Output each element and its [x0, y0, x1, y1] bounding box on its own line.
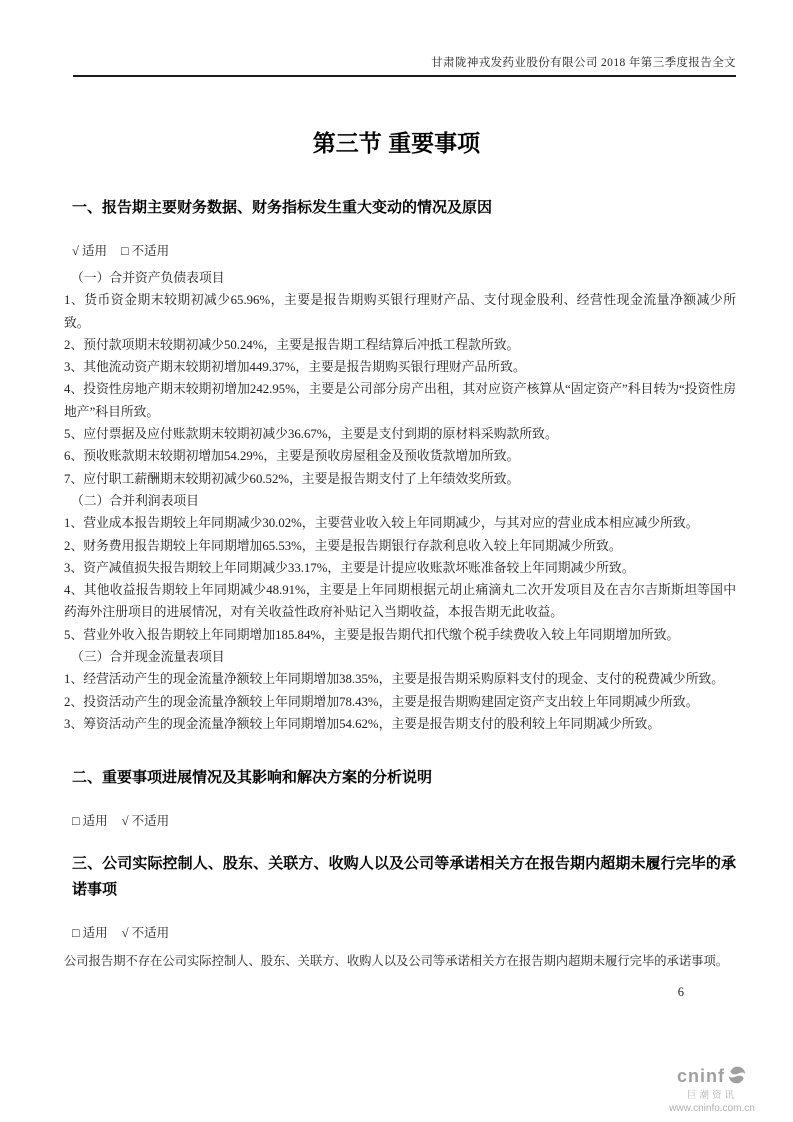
paragraph: 1、经营活动产生的现金流量净额较上年同期增加38.35%，主要是报告期采购原料支付的现金、支付的税费减少所致。: [64, 672, 725, 687]
cninfo-brand-text: cninf: [677, 1066, 725, 1087]
paragraph: 6、预收账款期末较期初增加54.29%，主要是预收房屋租金及预收货款增加所致。: [64, 449, 520, 464]
not-applicable-mark: □ 不适用: [121, 244, 170, 258]
not-applicable-mark: √ 不适用: [121, 814, 170, 829]
paragraph: 4、投资性房地产期末较期初增加242.95%，主要是公司部分房产出租，其对应资产核算从“固定资产”科目转为“投资性房地产”科目所致。: [64, 382, 736, 419]
sub-section-heading: （一）合并资产负债表项目: [71, 271, 225, 285]
sub-section-heading: （二）合并利润表项目: [71, 493, 199, 508]
cninfo-brand-row: [637, 1065, 787, 1090]
sub-section-heading: （三）合并现金流量表项目: [71, 650, 225, 665]
swirl-icon: [727, 1065, 747, 1090]
paragraph: 4、其他收益报告期较上年同期减少48.91%，主要是上年同期根据元胡止痛滴丸二次开发项目及在吉尔吉斯斯坦等国中药海外注册项目的进展情况，对有关收益性政府补贴记入当期收益，本报告期无此收益。: [64, 583, 736, 620]
section-2-heading: 二、重要事项进展情况及其影响和解决方案的分析说明: [72, 769, 433, 787]
section-3-note: 公司报告期不存在公司实际控制人、股东、关联方、收购人以及公司等承诺相关方在报告期内超期未履行完毕的承诺事项。: [64, 954, 729, 969]
section-3-heading: 三、公司实际控制人、股东、关联方、收购人以及公司等承诺相关方在报告期内超期未履行完毕的承诺事项: [72, 855, 736, 899]
paragraph: 5、营业外收入报告期较上年同期增加185.84%，主要是报告期代扣代缴个税手续费收入较上年同期增加所致。: [64, 627, 680, 642]
paragraph: 2、投资活动产生的现金流量净额较上年同期增加78.43%，主要是报告期购建固定资产支出较上年同期减少所致。: [64, 694, 699, 709]
cninfo-logo: [637, 1065, 787, 1114]
paragraph: 3、筹资活动产生的现金流量净额较上年同期增加54.62%，主要是报告期支付的股利较上年同期减少所致。: [64, 716, 661, 731]
paragraph: 2、财务费用报告期较上年同期增加65.53%，主要是报告期银行存款利息收入较上年同期减少所致。: [64, 538, 622, 553]
paragraph: 7、应付职工薪酬期末较期初减少60.52%，主要是报告期支付了上年绩效奖所致。: [64, 471, 520, 486]
page-number: 6: [677, 985, 684, 1000]
not-applicable-mark: √ 不适用: [121, 926, 170, 941]
cninfo-caption: 巨潮资讯: [686, 1089, 737, 1101]
report-body: [64, 195, 736, 1000]
paragraph: 1、营业成本报告期较上年同期减少30.02%，主要营业收入较上年同期减少，与其对应的营业成本相应减少所致。: [64, 516, 699, 531]
paragraph: 1、货币资金期末较期初减少65.96%，主要是报告期购买银行理财产品、支付现金股利、经营性现金流量净额减少所致。: [64, 293, 736, 330]
applicable-mark: □ 适用: [72, 814, 108, 829]
page-header: 甘肃陇神戎发药业股份有限公司 2018 年第三季度报告全文: [73, 54, 736, 77]
cninfo-url: www.cninfo.com.cn: [669, 1103, 755, 1114]
section-1-heading: 一、报告期主要财务数据、财务指标发生重大变动的情况及原因: [72, 199, 493, 216]
paragraph: 5、应付票据及应付账款期末较期初减少36.67%，主要是支付到期的原材料采购款所致。: [64, 427, 558, 442]
paragraph: 3、其他流动资产期末较期初增加449.37%，主要是报告期购买银行理财产品所致。: [64, 360, 526, 375]
section-1-paragraphs: [64, 267, 736, 735]
section-3-applicability: [64, 923, 736, 941]
section-1-applicability: [64, 241, 736, 259]
paragraph: 2、预付款项期末较期初减少50.24%，主要是报告期工程结算后冲抵工程款所致。: [64, 337, 520, 352]
paragraph: 3、资产减值损失报告期较上年同期减少33.17%，主要是计提应收账款坏账准备较上年同期减少所致。: [64, 560, 635, 575]
applicable-mark: √ 适用: [72, 244, 107, 258]
page-title: 第三节 重要事项: [312, 130, 481, 156]
applicable-mark: □ 适用: [72, 926, 108, 941]
section-2-applicability: [64, 811, 736, 829]
